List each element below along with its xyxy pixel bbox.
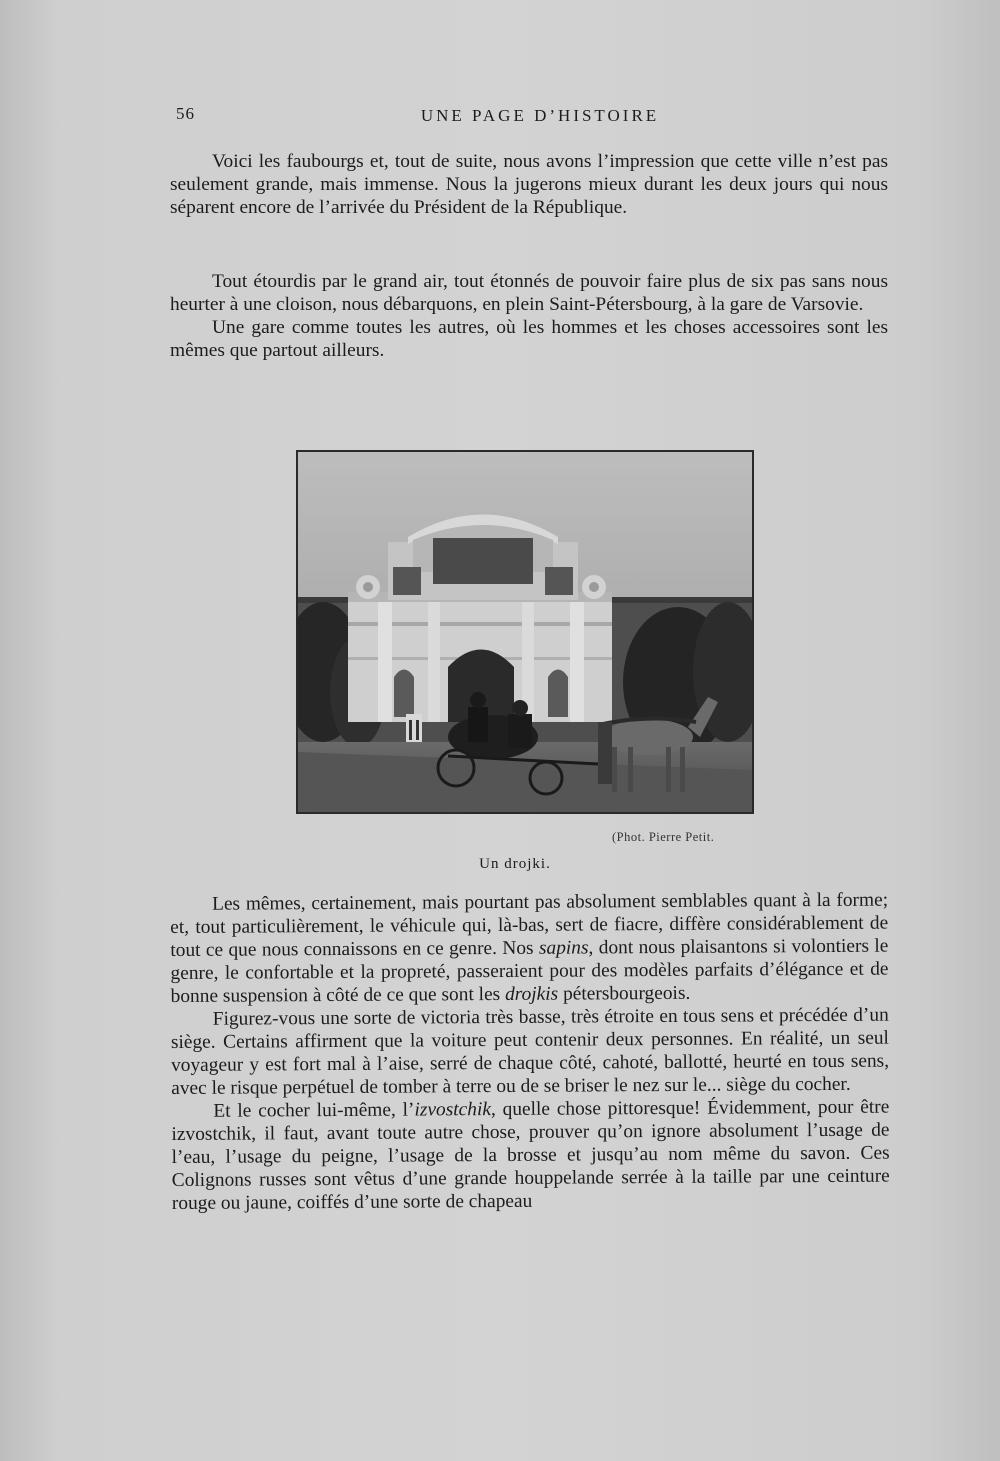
text-block-arrival [170,270,888,362]
page-number: 56 [176,104,195,123]
paragraph [170,889,889,1008]
text-run: Et le cocher lui-même, l’ [213,1099,415,1122]
paragraph: Tout étourdis par le grand air, tout étonnés de pouvoir faire plus de six pas sans nous heurter à une cloison, nous débarquons, en plein Saint-Pétersbourg, à la gare de Varsovie. [170,271,888,315]
text-run: pétersbourgeois. [558,982,691,1005]
italic-term: izvostchik [414,1099,492,1121]
paragraph [171,1096,890,1215]
running-title: UNE PAGE D’HISTOIRE [420,106,660,125]
paragraph: Figurez-vous une sorte de victoria très basse, très étroite en tous sens et précédée d’un siège. Certains affirment que la voiture peut contenir deux personnes. En réalité, un seul voyageur y est fort mal à l’aise, serré de chaque côté, cahoté, ballotté, heurté en tous sens, avec le risque perpétuel de tomber à terre ou de se briser le nez sur le... siège du cocher. [170,1004,890,1099]
text-run: Les mêmes, certainement, mais pourtant pas absolument semblables quant à la forme; et, tout particulièrement, le véhicule qui, là-bas, sert de fiacre, diffère considérablement de tout ce que nous connaissons en ce genre. Nos [170,889,889,961]
photograph-drojki [296,450,754,814]
italic-term: sapins [538,937,589,959]
text-block-drojki [170,889,890,1215]
photo-illustration [298,452,752,812]
italic-term: drojkis [504,983,559,1005]
paragraph: Une gare comme toutes les autres, où les hommes et les choses accessoires sont les mêmes que partout ailleurs. [170,317,888,361]
paragraph: Voici les faubourgs et, tout de suite, nous avons l’impression que cette ville n’est pas seulement grande, mais immense. Nous la jugerons mieux durant les deux jours qui nous séparent encore de l’arrivée du Président de la République. [170,151,888,218]
text-run: , dont nous plaisantons si volontiers le genre, le confortable et la propreté, passeraient pour des modèles parfaits d’élégance et de bonne suspension à côté de ce que sont les [170,935,889,1007]
figure-caption: Un drojki. [479,856,551,872]
text-block-intro [170,150,888,219]
photo-credit: (Phot. Pierre Petit. [612,830,715,844]
text-run: , quelle chose pittoresque! Évidemment, pour être izvostchik, il faut, avant toute autre chose, prouver qu’on ignore absolument l’usage de l’eau, l’usage du peigne, l’usage de la brosse et jusqu’au nom même du savon. Ces Colignons russes sont vêtus d’une grande houppelande serrée à la taille par une ceinture rouge ou jaune, coiffés d’une sorte de chapeau [171,1096,890,1214]
